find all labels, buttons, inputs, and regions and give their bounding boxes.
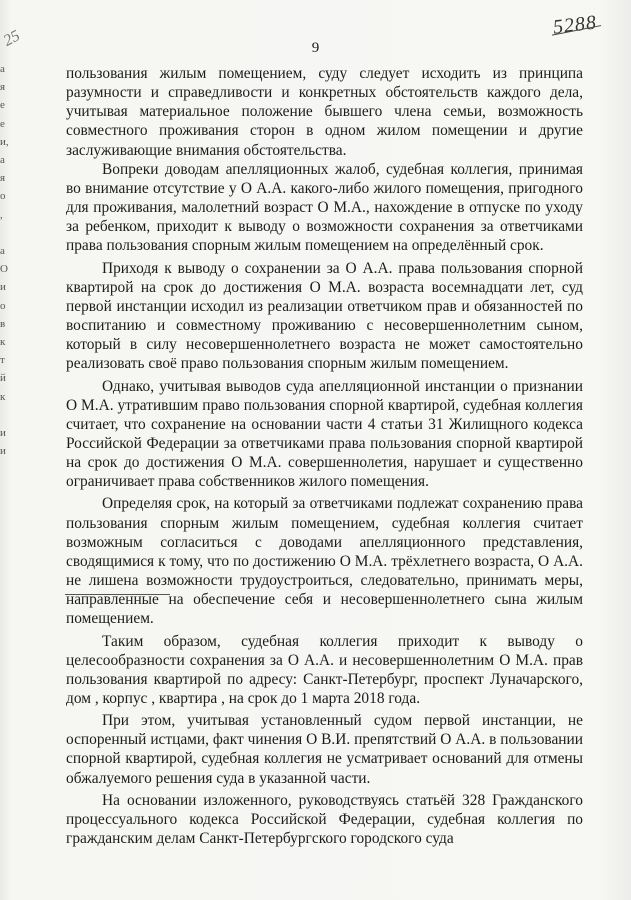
margin-fragment: и, <box>0 135 9 148</box>
margin-fragment: и <box>0 445 6 458</box>
margin-fragment: а <box>0 154 5 167</box>
paragraph: Вопреки доводам апелляционных жалоб, судебная коллегия, принимая во внимание отсутствие у О А.А. какого-либо жилого помещения, пригодного для проживания, малолетний возраст О М.А., нахождение в отпуске по уходу за ребенком, приходит к выводу о возможности сохранения за ответчиками права пользования спорным жилым помещением на определённый срок. <box>66 160 583 255</box>
margin-fragment: о <box>0 299 6 312</box>
underline-rule <box>65 594 170 595</box>
margin-fragment: е <box>0 99 5 112</box>
margin-fragment <box>0 406 16 424</box>
margin-fragment: т <box>0 354 5 367</box>
margin-fragment <box>0 224 16 242</box>
paragraph: Таким образом, судебная коллегия приходит к выводу о целесообразности сохранения за О А.А. и несовершеннолетним О М.А. прав пользования квартирой по адресу: Санкт-Петербург, проспект Луначарского, дом , корпус , квартира , на срок до 1 марта 2018 года. <box>66 632 583 707</box>
margin-fragment: я <box>0 172 6 185</box>
document-body <box>66 64 583 848</box>
margin-fragment: к <box>0 390 6 403</box>
margin-fragment: й <box>0 372 6 385</box>
corner-mark: 25 <box>0 27 23 50</box>
margin-fragment: о <box>0 190 6 203</box>
margin-fragment: в <box>0 317 6 330</box>
paragraph: При этом, учитывая установленный судом первой инстанции, не оспоренный истцами, факт чинения О В.И. препятствий О А.А. в пользовании спорной квартирой, судебная коллегия не усматривает оснований для отмены обжалуемого решения суда в указанной части. <box>66 712 583 787</box>
margin-fragment: О <box>0 263 8 276</box>
margin-fragment: к <box>0 336 6 349</box>
left-margin-fragments <box>0 60 16 620</box>
margin-fragment: , <box>0 208 3 221</box>
paragraph: Приходя к выводу о сохранении за О А.А. права пользования спорной квартирой на срок до достижения О М.А. возраста восемнадцати лет, суд первой инстанции исходил из реализации ответчиком прав и обязанностей по воспитанию и совместному проживанию с несовершеннолетним сыном, который в силу несовершеннолетнего возраста не может самостоятельно реализовать своё право пользования спорным жилым помещением. <box>66 259 583 373</box>
handwritten-annotation: 5288 <box>551 11 599 39</box>
margin-fragment: а <box>0 63 5 75</box>
paragraph: Определяя срок, на который за ответчиками подлежат сохранению права пользования спорным жилым помещением, судебная коллегия считает возможным согласиться с доводами апелляционного представления, сводящимися к тому, что по достижению О М.А. трёхлетнего возраста, О А.А. не лишена возможности трудоустроиться, следовательно, принимать меры, направленные на обеспечение себя и несовершеннолетнего сына жилым помещением. <box>66 495 583 628</box>
page-number: 9 <box>311 40 320 56</box>
margin-fragment: а <box>0 245 5 258</box>
margin-fragment: и <box>0 427 6 440</box>
margin-fragment: я <box>0 81 6 94</box>
margin-fragment: е <box>0 117 5 130</box>
paragraph-continuation: пользования жилым помещением, суду следует исходить из принципа разумности и справедливости и конкретных обстоятельств каждого дела, учитывая материальное положение бывшего члена семьи, возможность совместного проживания сторон в одном жилом помещении и другие заслуживающие внимания обстоятельства. <box>66 65 583 159</box>
margin-fragment: и <box>0 281 6 294</box>
paragraph: На основании изложенного, руководствуясь статьёй 328 Гражданского процессуального кодекса Российской Федерации, судебная коллегия по гражданским делам Санкт-Петербургского городского суда <box>66 791 583 848</box>
paragraph: Однако, учитывая выводов суда апелляционной инстанции о признании О М.А. утратившим право пользования спорной квартирой, судебная коллегия считает, что сохранение на основании части 4 статьи 31 Жилищного кодекса Российской Федерации за ответчиками права пользования спорной квартирой на срок до достижения О М.А. совершеннолетия, нарушает и существенно ограничивает права собственников жилого помещения. <box>66 377 583 491</box>
